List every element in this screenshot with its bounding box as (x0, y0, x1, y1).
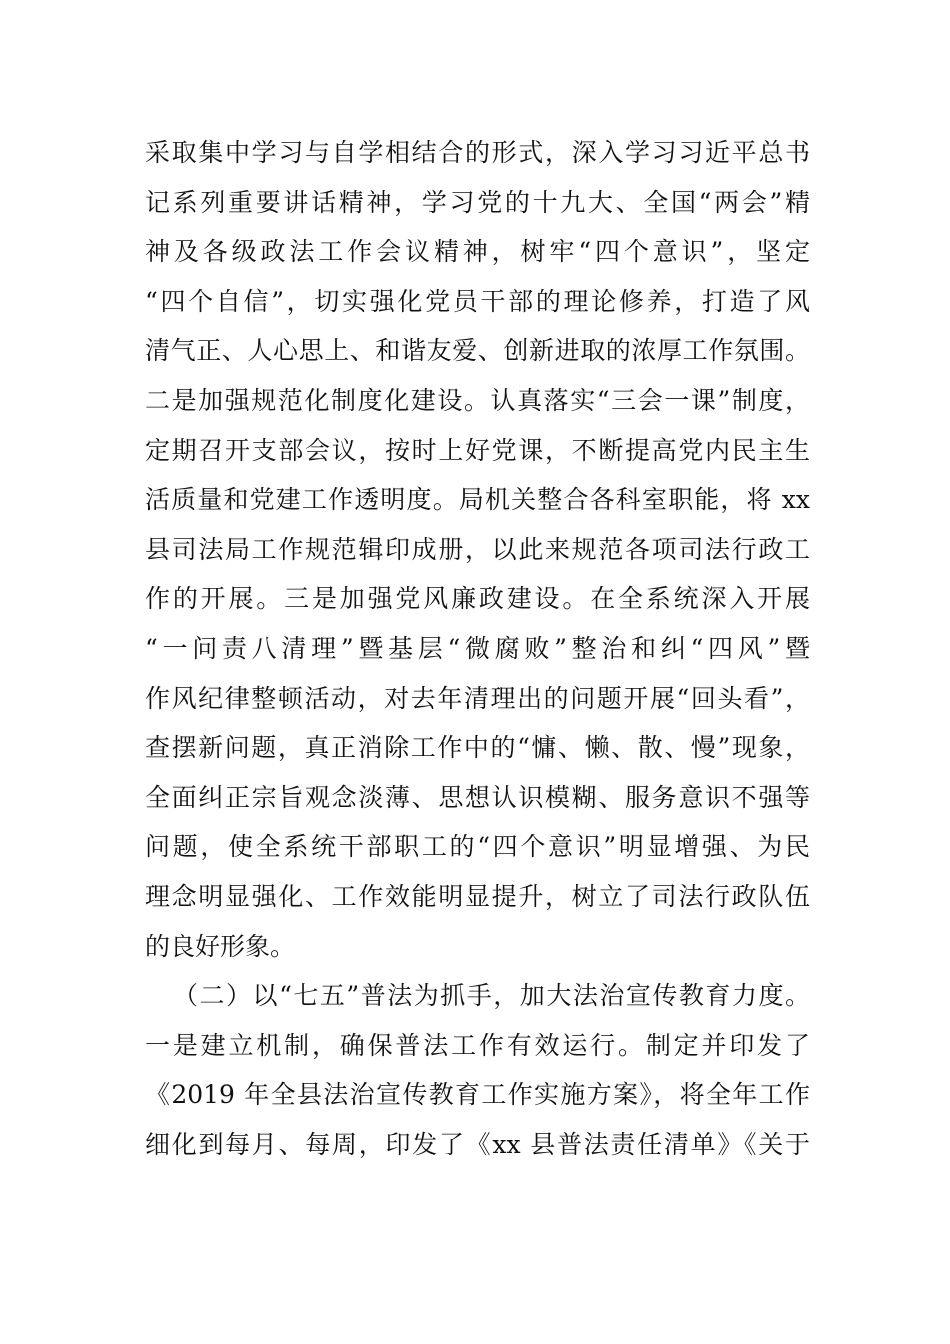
paragraph-2 (145, 971, 810, 1169)
text-line: 县司法局工作规范辑印成册，以此来规范各项司法行政工 (145, 534, 810, 564)
text-line: 的良好形象。 (145, 931, 296, 961)
text-line: 查摆新问题，真正消除工作中的“慵、懒、散、慢”现象， (145, 733, 810, 763)
text-line: 作的开展。三是加强党风廉政建设。在全系统深入开展 (145, 584, 810, 614)
text-line: 《2019 年全县法治宣传教育工作实施方案》，将全年工作 (145, 1080, 810, 1110)
text-line: 定期召开支部会议，按时上好党课，不断提高党内民主生 (145, 435, 810, 465)
text-line: “四个自信”，切实强化党员干部的理论修养，打造了风 (145, 286, 810, 316)
text-line: 问题，使全系统干部职工的“四个意识”明显增强、为民 (145, 832, 810, 862)
text-line: 采取集中学习与自学相结合的形式，深入学习习近平总书 (145, 138, 810, 167)
text-line: 细化到每月、每周，印发了《xx 县普法责任清单》《关于 (145, 1129, 810, 1159)
text-line: 神及各级政法工作会议精神，树牢“四个意识”，坚定 (145, 237, 810, 267)
text-line: 全面纠正宗旨观念淡薄、思想认识模糊、服务意识不强等 (145, 782, 810, 812)
body-text (145, 128, 810, 1169)
text-line: 作风纪律整顿活动，对去年清理出的问题开展“回头看”， (145, 683, 810, 713)
text-line: 记系列重要讲话精神，学习党的十九大、全国“两会”精 (145, 187, 810, 217)
text-line: 活质量和党建工作透明度。局机关整合各科室职能，将 xx (145, 485, 810, 515)
text-line: 一是建立机制，确保普法工作有效运行。制定并印发了 (145, 1030, 810, 1060)
text-line: 二是加强规范化制度化建设。认真落实“三会一课”制度， (145, 385, 810, 415)
text-line: （二）以“七五”普法为抓手，加大法治宣传教育力度。 (173, 981, 810, 1011)
text-line: 理念明显强化、工作效能明显提升，树立了司法行政队伍 (145, 881, 810, 911)
text-line: 清气正、人心思上、和谐友爱、创新进取的浓厚工作氛围。 (145, 336, 810, 366)
paragraph-1 (145, 128, 810, 971)
text-line: “一问责八清理”暨基层“微腐败”整治和纠“四风”暨 (145, 633, 810, 663)
